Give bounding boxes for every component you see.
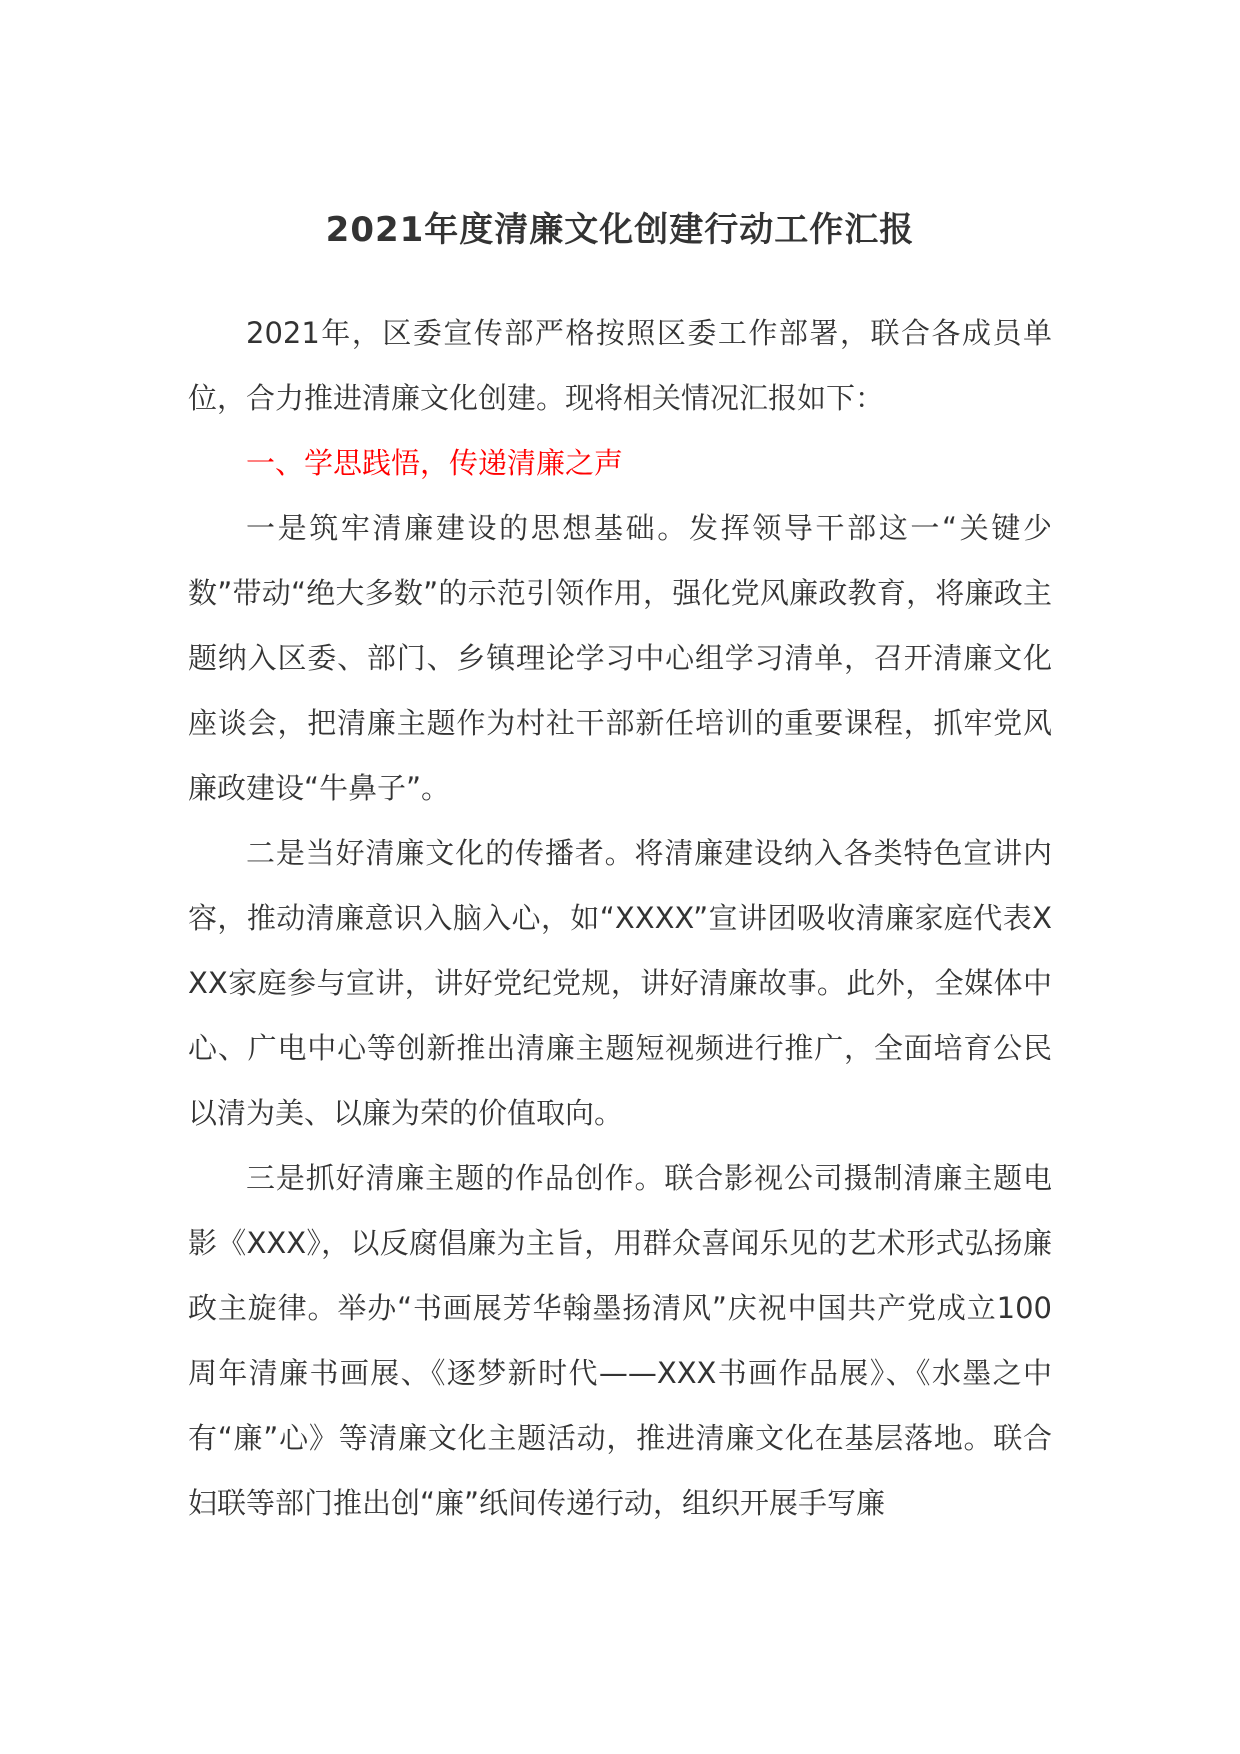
paragraph-1: 一是筑牢清廉建设的思想基础。发挥领导干部这一“关键少数”带动“绝大多数”的示范引领作用，强化党风廉政教育，将廉政主题纳入区委、部门、乡镇理论学习中心组学习清单，召开清廉文化座谈会，把清廉主题作为村社干部新任培训的重要课程，抓牢党风廉政建设“牛鼻子”。: [188, 511, 1052, 805]
document-body: [188, 301, 1052, 1536]
paragraph-2: 二是当好清廉文化的传播者。将清廉建设纳入各类特色宣讲内容，推动清廉意识入脑入心，如“XXXX”宣讲团吸收清廉家庭代表XXX家庭参与宣讲，讲好党纪党规，讲好清廉故事。此外，全媒体中心、广电中心等创新推出清廉主题短视频进行推广，全面培育公民以清为美、以廉为荣的价值取向。: [188, 836, 1052, 1130]
section-heading: 一、学思践悟，传递清廉之声: [246, 446, 624, 480]
paragraph-3: 三是抓好清廉主题的作品创作。联合影视公司摄制清廉主题电影《XXX》，以反腐倡廉为主旨，用群众喜闻乐见的艺术形式弘扬廉政主旋律。举办“书画展芳华翰墨扬清风”庆祝中国共产党成立100周年清廉书画展、《逐梦新时代——XXX书画作品展》、《水墨之中有“廉”心》等清廉文化主题活动，推进清廉文化在基层落地。联合妇联等部门推出创“廉”纸间传递行动，组织开展手写廉: [188, 1161, 1052, 1520]
intro-paragraph: 2021年，区委宣传部严格按照区委工作部署，联合各成员单位，合力推进清廉文化创建。现将相关情况汇报如下：: [188, 316, 1052, 415]
document-title: 2021年度清廉文化创建行动工作汇报: [325, 210, 915, 250]
